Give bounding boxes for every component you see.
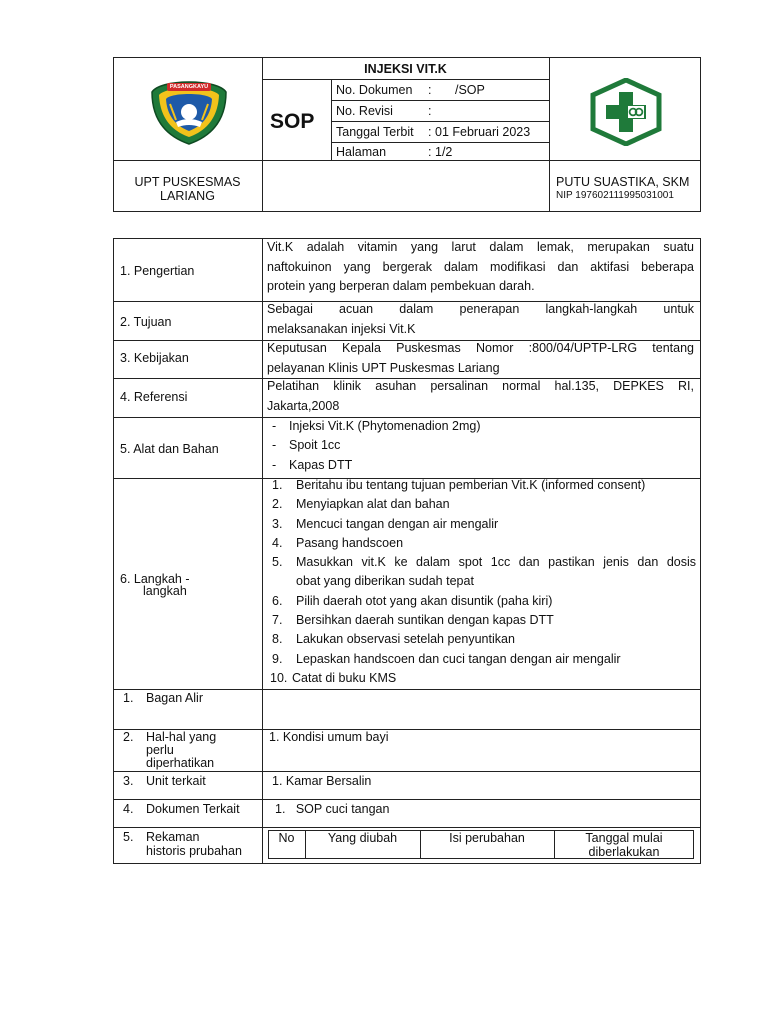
langkah-list [272,476,696,688]
meta-sep: : [428,145,432,159]
history-header-no: No [278,831,295,845]
section-label-tujuan: 2. Tujuan [120,315,172,329]
content-line: Vit.K adalah vitamin yang larut dalam lemak, merupakan suatu [267,240,694,254]
history-header-tanggal-cont: diberlakukan [588,845,660,859]
signer-name: PUTU SUASTIKA, SKM [556,175,690,189]
history-header-tanggal: Tanggal mulai [585,831,663,845]
sop-label: SOP [270,110,315,133]
list-item: 1. Beritahu ibu tentang tujuan pemberian Vit.K (informed consent) [272,478,646,492]
section-content-unit-terkait: 1. Kamar Bersalin [272,774,372,788]
list-item: 7. Bersihkan daerah suntikan dengan kapas DTT [272,613,554,628]
section-label-bagan-alir: Bagan Alir [146,691,203,705]
section-num-hal-hal: 2. [123,730,134,744]
list-item: 8. Lakukan observasi setelah penyuntikan [272,632,515,647]
org-name-line2: LARIANG [160,189,215,203]
list-item: - Spoit 1cc [272,438,341,453]
document-title: INJEKSI VIT.K [364,62,447,76]
meta-label-halaman: Halaman [336,145,387,159]
content-line: Pelatihan klinik asuhan persalinan normal hal.135, DEPKES RI, [267,379,694,393]
section-label-pengertian: 1. Pengertian [120,264,195,278]
content-line: Keputusan Kepala Puskesmas Nomor :800/04/UPTP-LRG tentang [267,341,694,355]
list-item: 4. Pasang handscoen [272,535,404,550]
content-line: melaksanakan injeksi Vit.K [267,321,416,336]
content-line: Sebagai acuan dalam penerapan langkah-langkah untuk [267,302,694,316]
meta-value-halaman: 1/2 [435,145,453,159]
meta-label-tanggal-terbit: Tanggal Terbit [336,125,414,139]
section-label-rekaman: Rekaman [146,830,200,844]
content-line: protein yang berperan dalam pembekuan darah. [267,279,535,293]
section-content-referensi [267,377,694,416]
meta-value-tanggal-terbit: 01 Februari 2023 [435,125,531,139]
list-item: - Injeksi Vit.K (Phytomenadion 2mg) [272,419,481,433]
section-content-pengertian [267,238,694,297]
signer-nip: NIP 197602111995031001 [556,190,674,201]
section-label-hal-hal: perlu [146,743,174,757]
meta-value-no-dokumen: /SOP [455,83,485,97]
meta-label-no-revisi: No. Revisi [336,104,393,118]
meta-sep: : [428,125,432,139]
section-label-langkah-cont: langkah [143,584,187,598]
content-line: pelayanan Klinis UPT Puskesmas Lariang [267,360,500,375]
section-content-tujuan [267,300,694,339]
section-label-unit-terkait: Unit terkait [146,774,206,788]
section-label-dokumen-terkait: Dokumen Terkait [146,802,240,816]
section-label-hal-hal: Hal-hal yang [146,730,217,744]
section-label-langkah: 6. Langkah - [120,572,190,586]
section-content-hal-hal: 1. Kondisi umum bayi [269,730,389,744]
section-label-alat-bahan: 5. Alat dan Bahan [120,442,219,456]
section-num-unit-terkait: 3. [123,774,134,788]
list-item: 5. Masukkan vit.K ke dalam spot 1cc dan pastikan jenis dan dosis [272,555,696,570]
list-item: 9. Lepaskan handscoen dan cuci tangan dengan air mengalir [272,651,621,666]
section-num-dokumen-terkait: 4. [123,802,134,816]
org-name-line1: UPT PUSKESMAS [134,175,241,189]
list-item: 10. Catat di buku KMS [270,670,397,685]
meta-label-no-dokumen: No. Dokumen [336,83,413,97]
section-label-kebijakan: 3. Kebijakan [120,351,189,365]
list-item: 2. Menyiapkan alat dan bahan [272,497,450,512]
logo-caption: PASANGKAYU [169,84,209,90]
content-line: Jakarta,2008 [267,398,340,413]
list-item: - Kapas DTT [272,457,353,472]
section-label-referensi: 4. Referensi [120,390,188,404]
section-content-kebijakan [267,339,694,378]
pasangkayu-logo [150,80,228,146]
meta-sep: : [428,104,432,118]
list-item-cont: obat yang diberikan sudah tepat [296,574,474,589]
puskesmas-cross-icon [590,78,662,146]
puskesmas-logo [590,78,662,146]
content-line: naftokuinon yang bergerak dalam modifikasi dan aktifasi beberapa [267,259,694,274]
history-header-yang-diubah: Yang diubah [327,831,398,845]
section-label-rekaman: historis prubahan [146,844,242,858]
list-item: 6. Pilih daerah otot yang akan disuntik (paha kiri) [272,593,553,608]
history-header-isi-perubahan: Isi perubahan [449,831,525,845]
meta-sep: : [428,83,432,97]
alat-bahan-list [272,417,692,475]
section-num-rekaman: 5. [123,830,134,844]
section-label-hal-hal: diperhatikan [146,756,215,770]
list-item: 3. Mencuci tangan dengan air mengalir [272,516,499,531]
section-content-dokumen-terkait: 1. SOP cuci tangan [275,802,390,816]
section-num-bagan-alir: 1. [123,691,134,705]
